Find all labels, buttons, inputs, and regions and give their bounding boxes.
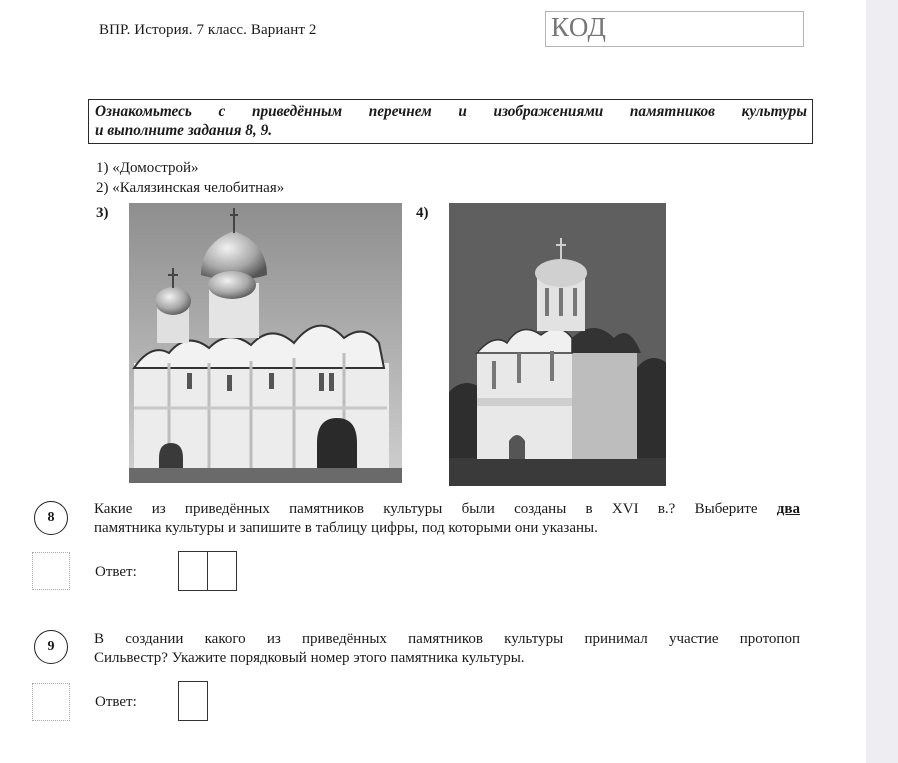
task-number: 8 — [47, 510, 55, 525]
question-word: принимал — [584, 631, 648, 647]
cathedral-illustration — [129, 203, 402, 483]
instruction-word: и — [458, 103, 467, 120]
list-item-number: 2) — [96, 180, 109, 196]
church-illustration — [449, 203, 666, 486]
instruction-word: перечнем — [368, 103, 432, 120]
question-word: в — [585, 501, 593, 517]
instruction-word: изображениями — [493, 103, 604, 120]
instruction-line-2: и выполните задания 8, 9. — [95, 122, 273, 139]
question-word: XVI — [611, 501, 639, 517]
list-item-number: 4) — [416, 205, 429, 221]
cathedral-five-domes-photo — [129, 203, 402, 483]
question-word: В — [94, 631, 105, 647]
code-field[interactable] — [545, 11, 804, 47]
score-box[interactable] — [32, 552, 70, 590]
task-question-line-1 — [94, 500, 800, 519]
instruction-line-1 — [95, 102, 807, 121]
list-item — [96, 158, 284, 178]
question-word: Какие — [94, 501, 133, 517]
answer-cell[interactable] — [178, 681, 208, 721]
page-header-title: ВПР. История. 7 класс. Вариант 2 — [99, 22, 317, 38]
question-word: из — [266, 631, 281, 647]
task-question-line-2: Сильвестр? Укажите порядковый номер этого памятника культуры. — [94, 650, 525, 666]
monument-list — [96, 158, 284, 198]
question-word: создании — [125, 631, 184, 647]
question-word: протопоп — [739, 631, 800, 647]
instruction-word: памятников — [629, 103, 715, 120]
question-word: культуры — [504, 631, 564, 647]
answer-cell[interactable] — [207, 551, 237, 591]
instruction-word: с — [218, 103, 226, 120]
instruction-word: Ознакомьтесь — [95, 103, 192, 120]
instruction-box — [88, 99, 813, 144]
task-number-badge — [34, 630, 68, 664]
question-word: созданы — [514, 501, 567, 517]
list-item-number: 3) — [96, 205, 109, 221]
task-number-badge — [34, 501, 68, 535]
question-word: приведённых — [302, 631, 387, 647]
task-question — [94, 630, 800, 668]
question-word: Выберите — [694, 501, 758, 517]
task-number: 9 — [47, 639, 55, 654]
emphasis-word: два — [776, 501, 800, 517]
question-word: в.? — [657, 501, 676, 517]
answer-label: Ответ: — [95, 694, 137, 710]
score-box[interactable] — [32, 683, 70, 721]
task-question-line-1 — [94, 630, 800, 649]
code-label: КОД — [551, 12, 607, 42]
answer-label: Ответ: — [95, 564, 137, 580]
list-item-label: «Калязинская челобитная» — [112, 180, 285, 196]
question-word: какого — [204, 631, 246, 647]
side-panel — [866, 0, 898, 763]
instruction-word: культуры — [741, 103, 807, 120]
list-item-number: 1) — [96, 160, 109, 176]
list-item — [96, 178, 284, 198]
question-word: памятников — [289, 501, 364, 517]
question-word: приведённых — [184, 501, 270, 517]
question-word: культуры — [383, 501, 443, 517]
question-word: из — [151, 501, 166, 517]
list-item-label: «Домострой» — [112, 160, 199, 176]
question-word: участие — [668, 631, 719, 647]
question-word: памятников — [408, 631, 483, 647]
instruction-word: приведённым — [251, 103, 343, 120]
task-question — [94, 500, 800, 538]
question-word: были — [461, 501, 495, 517]
answer-cell[interactable] — [178, 551, 208, 591]
white-stone-single-dome-church-photo — [449, 203, 666, 486]
task-question-line-2: памятника культуры и запишите в таблицу цифры, под которыми они указаны. — [94, 520, 598, 536]
